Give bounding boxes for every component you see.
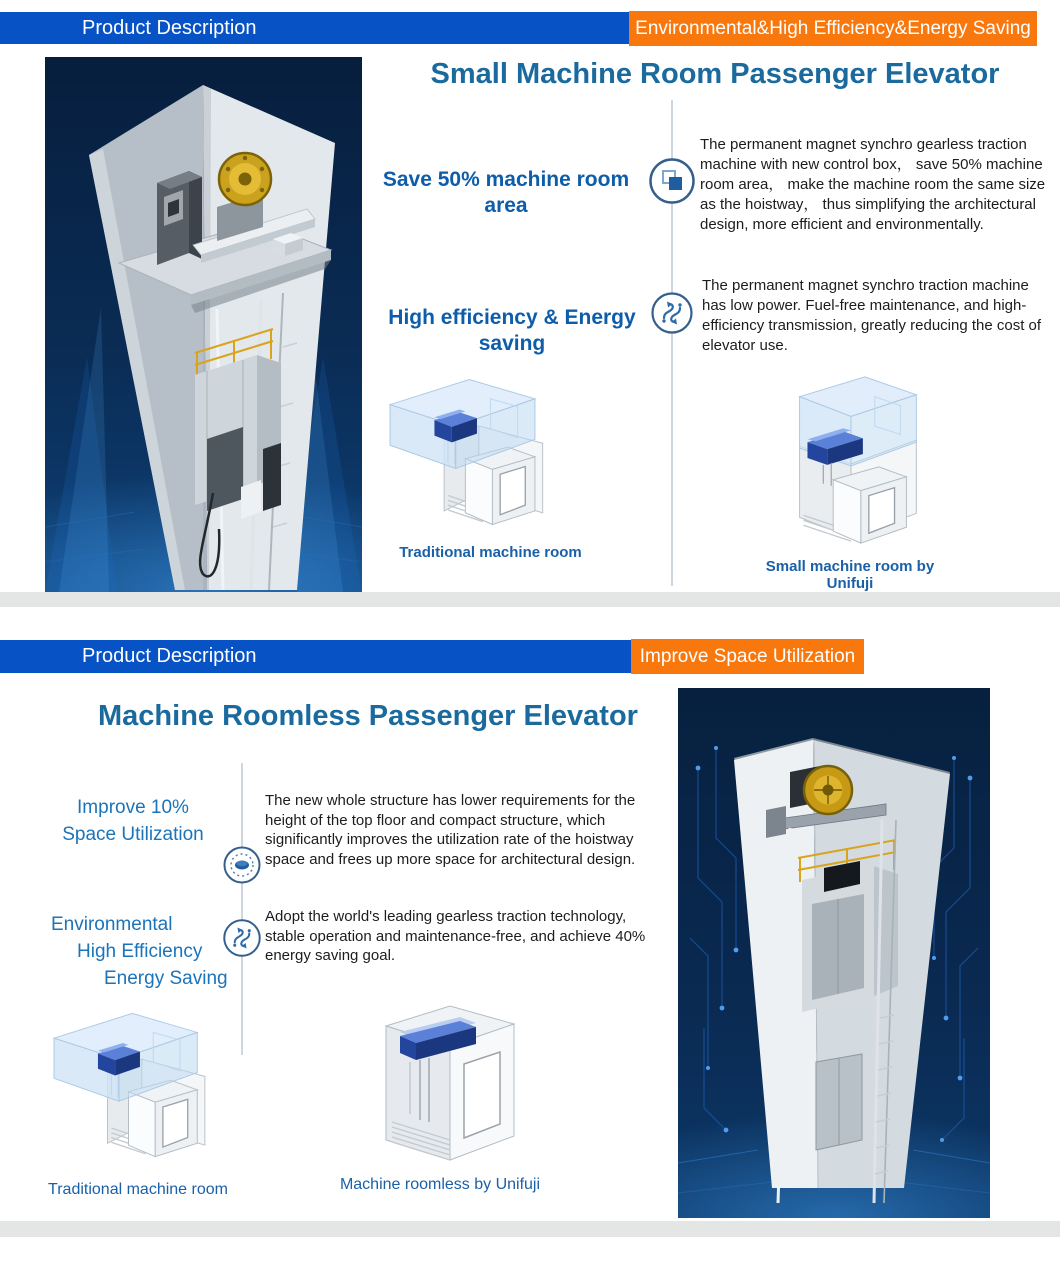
section1-title: Small Machine Room Passenger Elevator — [430, 58, 1000, 90]
section-divider-strip — [0, 592, 1060, 607]
page-bottom-strip — [0, 1221, 1060, 1237]
diagram-caption: Small machine room by Unifuji — [765, 558, 935, 592]
section1-header-orange-bar — [629, 11, 1037, 46]
cycle-arrows-icon — [222, 918, 262, 958]
lens-dotted-icon — [222, 845, 262, 885]
elevator-shaft-render-machine-roomless — [678, 688, 990, 1218]
cycle-arrows-icon — [650, 291, 694, 335]
diagram-caption: Machine roomless by Unifuji — [339, 1176, 541, 1193]
diagram-traditional-machine-room — [48, 1000, 230, 1170]
diagram-traditional-machine-room — [383, 366, 569, 538]
section1-feature2-label: High efficiency & Energy saving — [388, 306, 636, 356]
diagram-caption: Traditional machine room — [48, 1181, 228, 1198]
section2-feature1-description: The new whole structure has lower requirements for the height of the top floor and compact structure, which significantly improves the utilization rate of the hoistway space and frees up more space for architectural design. — [265, 792, 636, 868]
diagram-machine-roomless — [350, 994, 538, 1168]
section1-feature1-label: Save 50% machine room area — [382, 168, 630, 218]
elevator-shaft-render-small-machine-room — [45, 57, 362, 592]
section1-feature1-description: The permanent magnet synchro gearless traction machine with new control box， save 50% machine room area， make the machine room the same size as the hoistway， thus simplifying the architectural design, more efficient and environmentally. — [700, 136, 1046, 233]
section1-header-tag: Environmental&High Efficiency&Energy Saving — [635, 17, 1031, 39]
section2-header-tag: Improve Space Utilization — [639, 645, 856, 667]
diagram-small-machine-room — [760, 368, 944, 550]
section1-header-blue-bar — [0, 12, 629, 44]
section2-feature2-label: Environmental High Efficiency Energy Saving — [51, 914, 228, 989]
section1-feature2-description: The permanent magnet synchro traction machine has low power. Fuel-free maintenance, and high-efficiency transmission, greatly reducing the cost of elevator use. — [702, 277, 1042, 354]
section2-divider-line — [241, 763, 243, 1055]
pages-icon — [648, 157, 696, 205]
section1-header-label: Product Description — [82, 16, 257, 39]
section2-feature1-label: Improve 10% Space Utilization — [62, 797, 204, 845]
section2-header-blue-bar — [0, 640, 631, 673]
section2-title: Machine Roomless Passenger Elevator — [98, 700, 638, 732]
section2-feature2-description: Adopt the world's leading gearless traction technology, stable operation and maintenance-free, and achieve 40% energy saving goal. — [265, 908, 646, 964]
section2-header-label: Product Description — [82, 645, 257, 667]
diagram-caption: Traditional machine room — [399, 544, 582, 561]
section2-header-orange-bar — [631, 639, 864, 674]
